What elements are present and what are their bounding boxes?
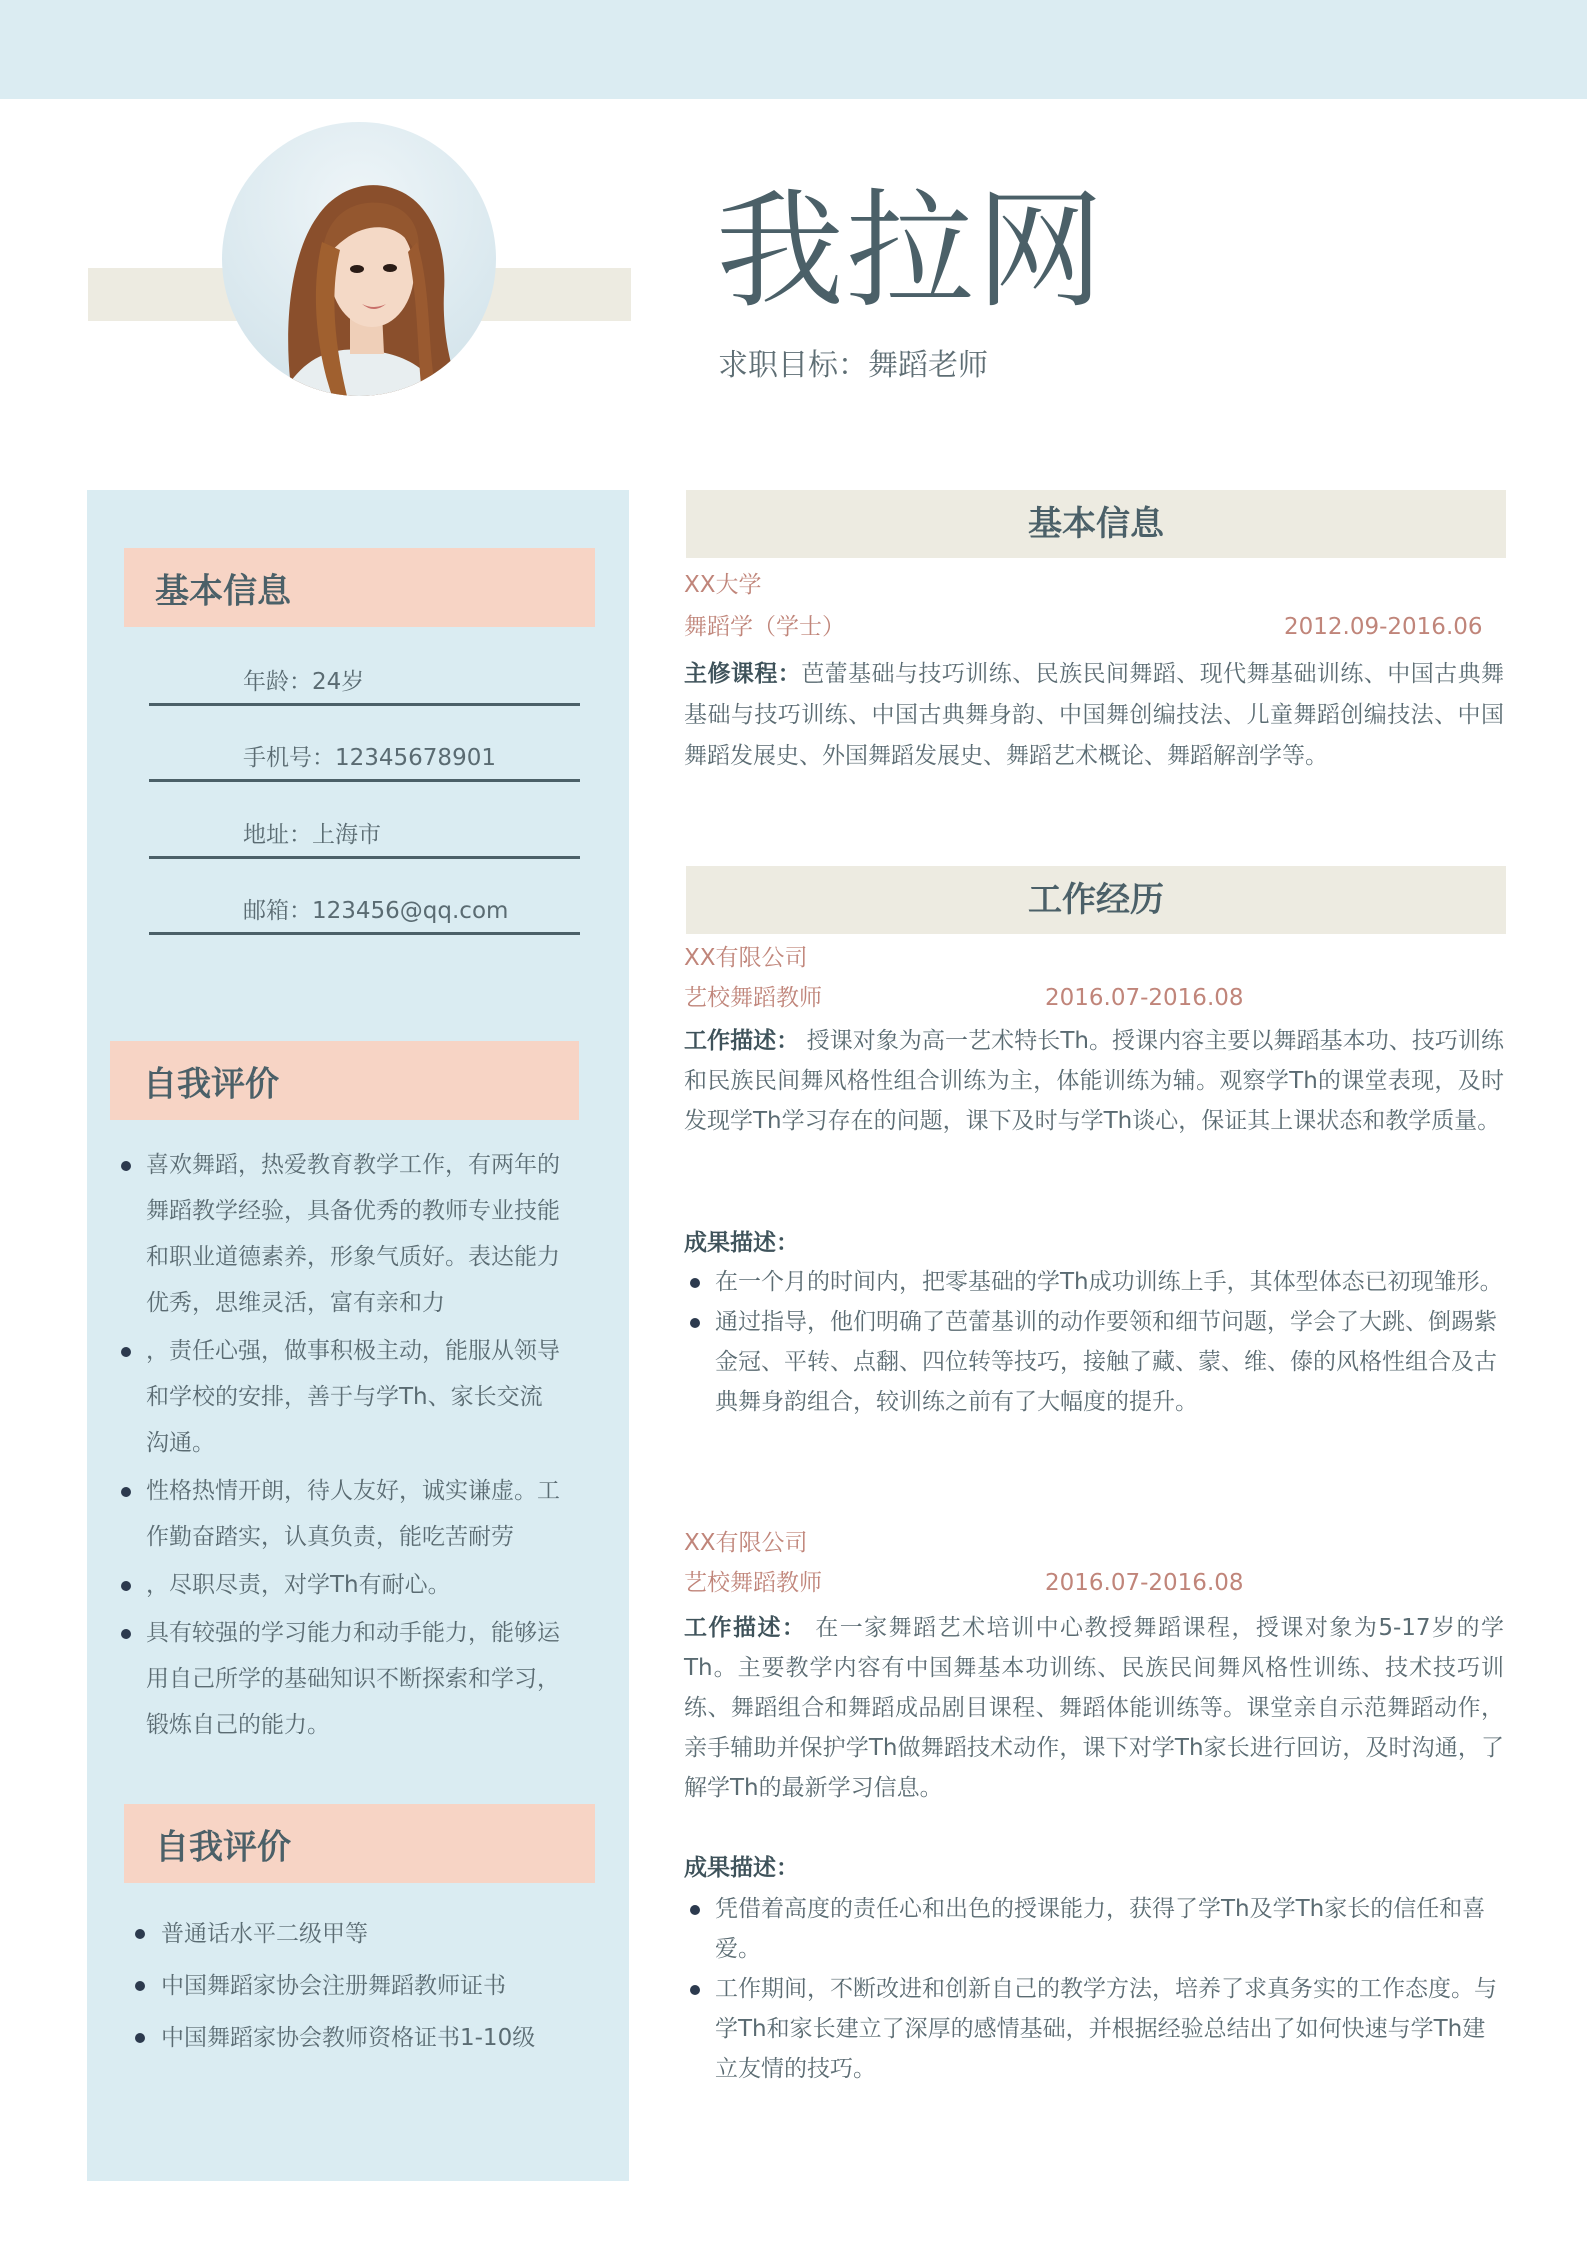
job-description-label: 工作描述： — [684, 1028, 800, 1054]
school-name: XX大学 — [684, 572, 762, 598]
bullet-icon — [121, 1629, 131, 1639]
list-item: ，责任心强，做事积极主动，能服从领导和学校的安排，善于与学Th、家长交流沟通。 — [121, 1328, 561, 1466]
info-address: 地址：上海市 — [243, 822, 381, 848]
result-list — [690, 1889, 1504, 2089]
sidebar-heading-self-evaluation — [110, 1041, 579, 1120]
list-item: ，尽职尽责，对学Th有耐心。 — [121, 1562, 561, 1608]
courses-text: 芭蕾基础与技巧训练、民族民间舞蹈、现代舞基础训练、中国古典舞基础与技巧训练、中国古典舞身韵、中国舞创编技法、儿童舞蹈创编技法、中国舞蹈发展史、外国舞蹈发展史、舞蹈艺术概论、舞蹈解剖学等。 — [684, 661, 1505, 769]
result-label: 成果描述： — [684, 1230, 799, 1256]
sidebar-heading-label: 自我评价 — [155, 1827, 291, 1867]
bullet-icon — [121, 1161, 131, 1171]
bullet-icon — [121, 1347, 131, 1357]
list-item: 具有较强的学习能力和动手能力，能够运用自己所学的基础知识不断探索和学习，锻炼自己的能力。 — [121, 1610, 561, 1748]
job-position: 艺校舞蹈教师 — [684, 985, 822, 1011]
bullet-icon — [690, 1905, 700, 1915]
job-description-label: 工作描述： — [684, 1615, 807, 1641]
list-item: 中国舞蹈家协会注册舞蹈教师证书 — [135, 1960, 575, 2012]
bullet-icon — [135, 2033, 145, 2043]
bullet-icon — [135, 1929, 145, 1939]
sidebar — [87, 490, 629, 2181]
top-color-band — [0, 0, 1587, 99]
list-item: 工作期间，不断改进和创新自己的教学方法，培养了求真务实的工作态度。与学Th和家长建立了深厚的感情基础，并根据经验总结出了如何快速与学Th建立友情的技巧。 — [690, 1969, 1504, 2089]
info-age: 年龄：24岁 — [243, 669, 365, 695]
list-item: 中国舞蹈家协会教师资格证书1-10级 — [135, 2012, 575, 2064]
avatar — [222, 122, 496, 396]
list-item: 通过指导，他们明确了芭蕾基训的动作要领和细节问题，学会了大跳、倒踢紫金冠、平转、点翻、四位转等技巧，接触了藏、蒙、维、傣的风格性组合及古典舞身韵组合，较训练之前有了大幅度的提升。 — [690, 1302, 1504, 1422]
job-objective: 求职目标：舞蹈老师 — [718, 348, 988, 383]
education-period: 2012.09-2016.06 — [1284, 614, 1483, 640]
section-heading-label: 基本信息 — [1028, 504, 1164, 544]
major: 舞蹈学（学士） — [684, 614, 845, 640]
bullet-icon — [690, 1318, 700, 1328]
section-heading-education — [686, 490, 1506, 558]
info-phone: 手机号：12345678901 — [243, 745, 496, 771]
list-item: 凭借着高度的责任心和出色的授课能力，获得了学Th及学Th家长的信任和喜爱。 — [690, 1889, 1504, 1969]
job-description: 工作描述： 授课对象为高一艺术特长Th。授课内容主要以舞蹈基本功、技巧训练和民族民间舞风格性组合训练为主，体能训练为辅。观察学Th的课堂表现，及时发现学Th学习存在的问题，课下及时与学Th谈心，保证其上课状态和教学质量。 — [684, 1028, 1505, 1134]
company-name: XX有限公司 — [684, 1530, 808, 1556]
result-list — [690, 1262, 1504, 1422]
sidebar-heading-basic-info — [124, 548, 595, 627]
job-description: 工作描述： 在一家舞蹈艺术培训中心教授舞蹈课程，授课对象为5-17岁的学Th。主要教学内容有中国舞基本功训练、民族民间舞风格性训练、技术技巧训练、舞蹈组合和舞蹈成品剧目课程、舞蹈体能训练等。课堂亲自示范舞蹈动作，亲手辅助并保护学Th做舞蹈技术动作，课下对学Th家长进行回访，及时沟通，了解学Th的最新学习信息。 — [684, 1615, 1504, 1801]
divider — [149, 932, 580, 935]
certificate-list — [135, 1908, 575, 2064]
self-evaluation-list — [121, 1142, 561, 1750]
job-period: 2016.07-2016.08 — [1045, 1570, 1244, 1596]
divider — [149, 779, 580, 782]
bullet-icon — [121, 1581, 131, 1591]
company-name: XX有限公司 — [684, 945, 808, 971]
bullet-icon — [690, 1278, 700, 1288]
divider — [149, 703, 580, 706]
list-item: 普通话水平二级甲等 — [135, 1908, 575, 1960]
courses-paragraph — [684, 654, 1504, 777]
candidate-name: 我拉网 — [716, 177, 1107, 326]
section-heading-label: 工作经历 — [1028, 880, 1164, 920]
section-heading-work — [686, 866, 1506, 934]
list-item: 在一个月的时间内，把零基础的学Th成功训练上手，其体型体态已初现雏形。 — [690, 1262, 1504, 1302]
list-item: 性格热情开朗，待人友好，诚实谦虚。工作勤奋踏实，认真负责，能吃苦耐劳 — [121, 1468, 561, 1560]
sidebar-heading-certificates — [124, 1804, 595, 1883]
bullet-icon — [135, 1981, 145, 1991]
list-item: 喜欢舞蹈，热爱教育教学工作，有两年的舞蹈教学经验，具备优秀的教师专业技能和职业道德素养，形象气质好。表达能力优秀，思维灵活，富有亲和力 — [121, 1142, 561, 1326]
job-period: 2016.07-2016.08 — [1045, 985, 1244, 1011]
courses-label: 主修课程： — [684, 661, 802, 687]
result-label: 成果描述： — [684, 1855, 799, 1881]
portrait-photo-icon — [222, 122, 496, 396]
sidebar-heading-label: 基本信息 — [155, 571, 291, 611]
bullet-icon — [121, 1487, 131, 1497]
divider — [149, 856, 580, 859]
info-email: 邮箱：123456@qq.com — [243, 898, 509, 924]
job-position: 艺校舞蹈教师 — [684, 1570, 822, 1596]
bullet-icon — [690, 1985, 700, 1995]
sidebar-heading-label: 自我评价 — [143, 1064, 279, 1104]
